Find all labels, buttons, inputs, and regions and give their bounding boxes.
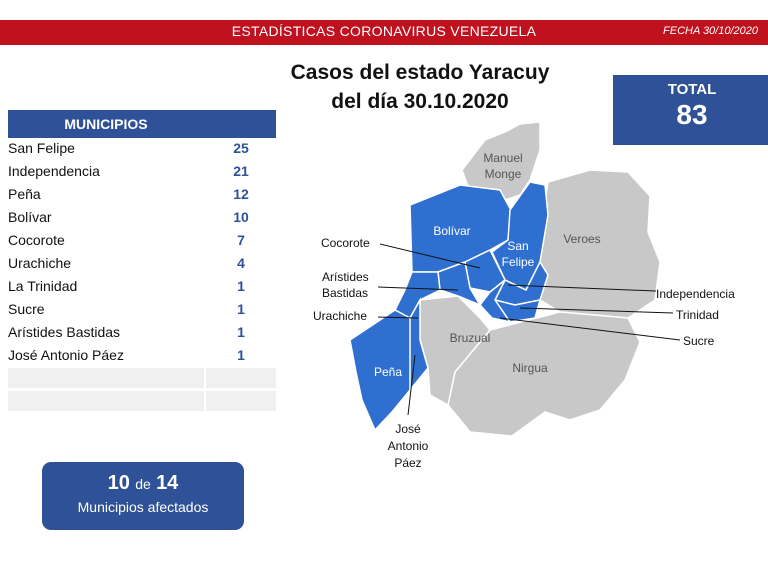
municipio-name: Sucre xyxy=(8,299,204,319)
municipio-name: Independencia xyxy=(8,161,204,181)
page-title-line1: Casos del estado Yaracuy xyxy=(290,61,550,84)
municipio-name: Bolívar xyxy=(8,207,204,227)
municipio-name: Peña xyxy=(8,184,204,204)
municipio-cases: 7 xyxy=(206,230,276,250)
map-label-veroes: Veroes xyxy=(563,232,601,246)
municipio-name: San Felipe xyxy=(8,138,204,158)
callout-jose-3: Páez xyxy=(394,456,422,470)
municipio-cases: 12 xyxy=(206,184,276,204)
map-label-bolivar: Bolívar xyxy=(433,224,471,238)
municipio-cases: 4 xyxy=(206,253,276,273)
page-title-line2: del día 30.10.2020 xyxy=(331,90,509,113)
municipio-name: José Antonio Páez xyxy=(8,345,204,365)
map-label-san-felipe-1: San xyxy=(507,239,529,253)
municipio-cases: 1 xyxy=(206,322,276,342)
callout-aristides-1: Arístides xyxy=(322,270,369,284)
municipio-cases: 25 xyxy=(206,138,276,158)
municipio-cases: 10 xyxy=(206,207,276,227)
callout-jose-2: Antonio xyxy=(387,439,429,453)
municipio-name: Arístides Bastidas xyxy=(8,322,204,342)
callout-cocorote: Cocorote xyxy=(321,236,370,250)
affected-label: Municipios afectados xyxy=(77,499,209,515)
municipio-name: Urachiche xyxy=(8,253,204,273)
municipio-name: La Trinidad xyxy=(8,276,204,296)
header-title: ESTADÍSTICAS CORONAVIRUS VENEZUELA xyxy=(231,23,537,39)
callout-urachiche: Urachiche xyxy=(313,309,368,323)
affected-count: 10 xyxy=(107,472,130,494)
municipio-cases: 1 xyxy=(206,345,276,365)
municipio-cases: 21 xyxy=(206,161,276,181)
map-label-manuel-monge-1: Manuel xyxy=(483,151,523,165)
callout-aristides-2: Bastidas xyxy=(322,286,369,300)
callout-trinidad: Trinidad xyxy=(676,308,719,322)
map-label-bruzual: Bruzual xyxy=(449,331,491,345)
callout-independencia: Independencia xyxy=(656,287,735,301)
callout-sucre: Sucre xyxy=(683,334,715,348)
table-header-label: MUNICIPIOS xyxy=(64,116,148,132)
header-date: FECHA 30/10/2020 xyxy=(663,25,758,37)
municipio-cases: 1 xyxy=(206,276,276,296)
total-label: TOTAL xyxy=(667,81,717,98)
municipio-cases: 1 xyxy=(206,299,276,319)
map-label-pena: Peña xyxy=(373,365,403,379)
callout-jose-1: José xyxy=(395,422,421,436)
map-label-san-felipe-2: Felipe xyxy=(501,255,535,269)
affected-total: 14 xyxy=(156,472,179,494)
municipio-name: Cocorote xyxy=(8,230,204,250)
total-value: 83 xyxy=(676,99,708,130)
map-label-manuel-monge-2: Monge xyxy=(484,167,522,181)
affected-of: de xyxy=(135,476,151,492)
map-label-nirgua: Nirgua xyxy=(512,361,548,375)
